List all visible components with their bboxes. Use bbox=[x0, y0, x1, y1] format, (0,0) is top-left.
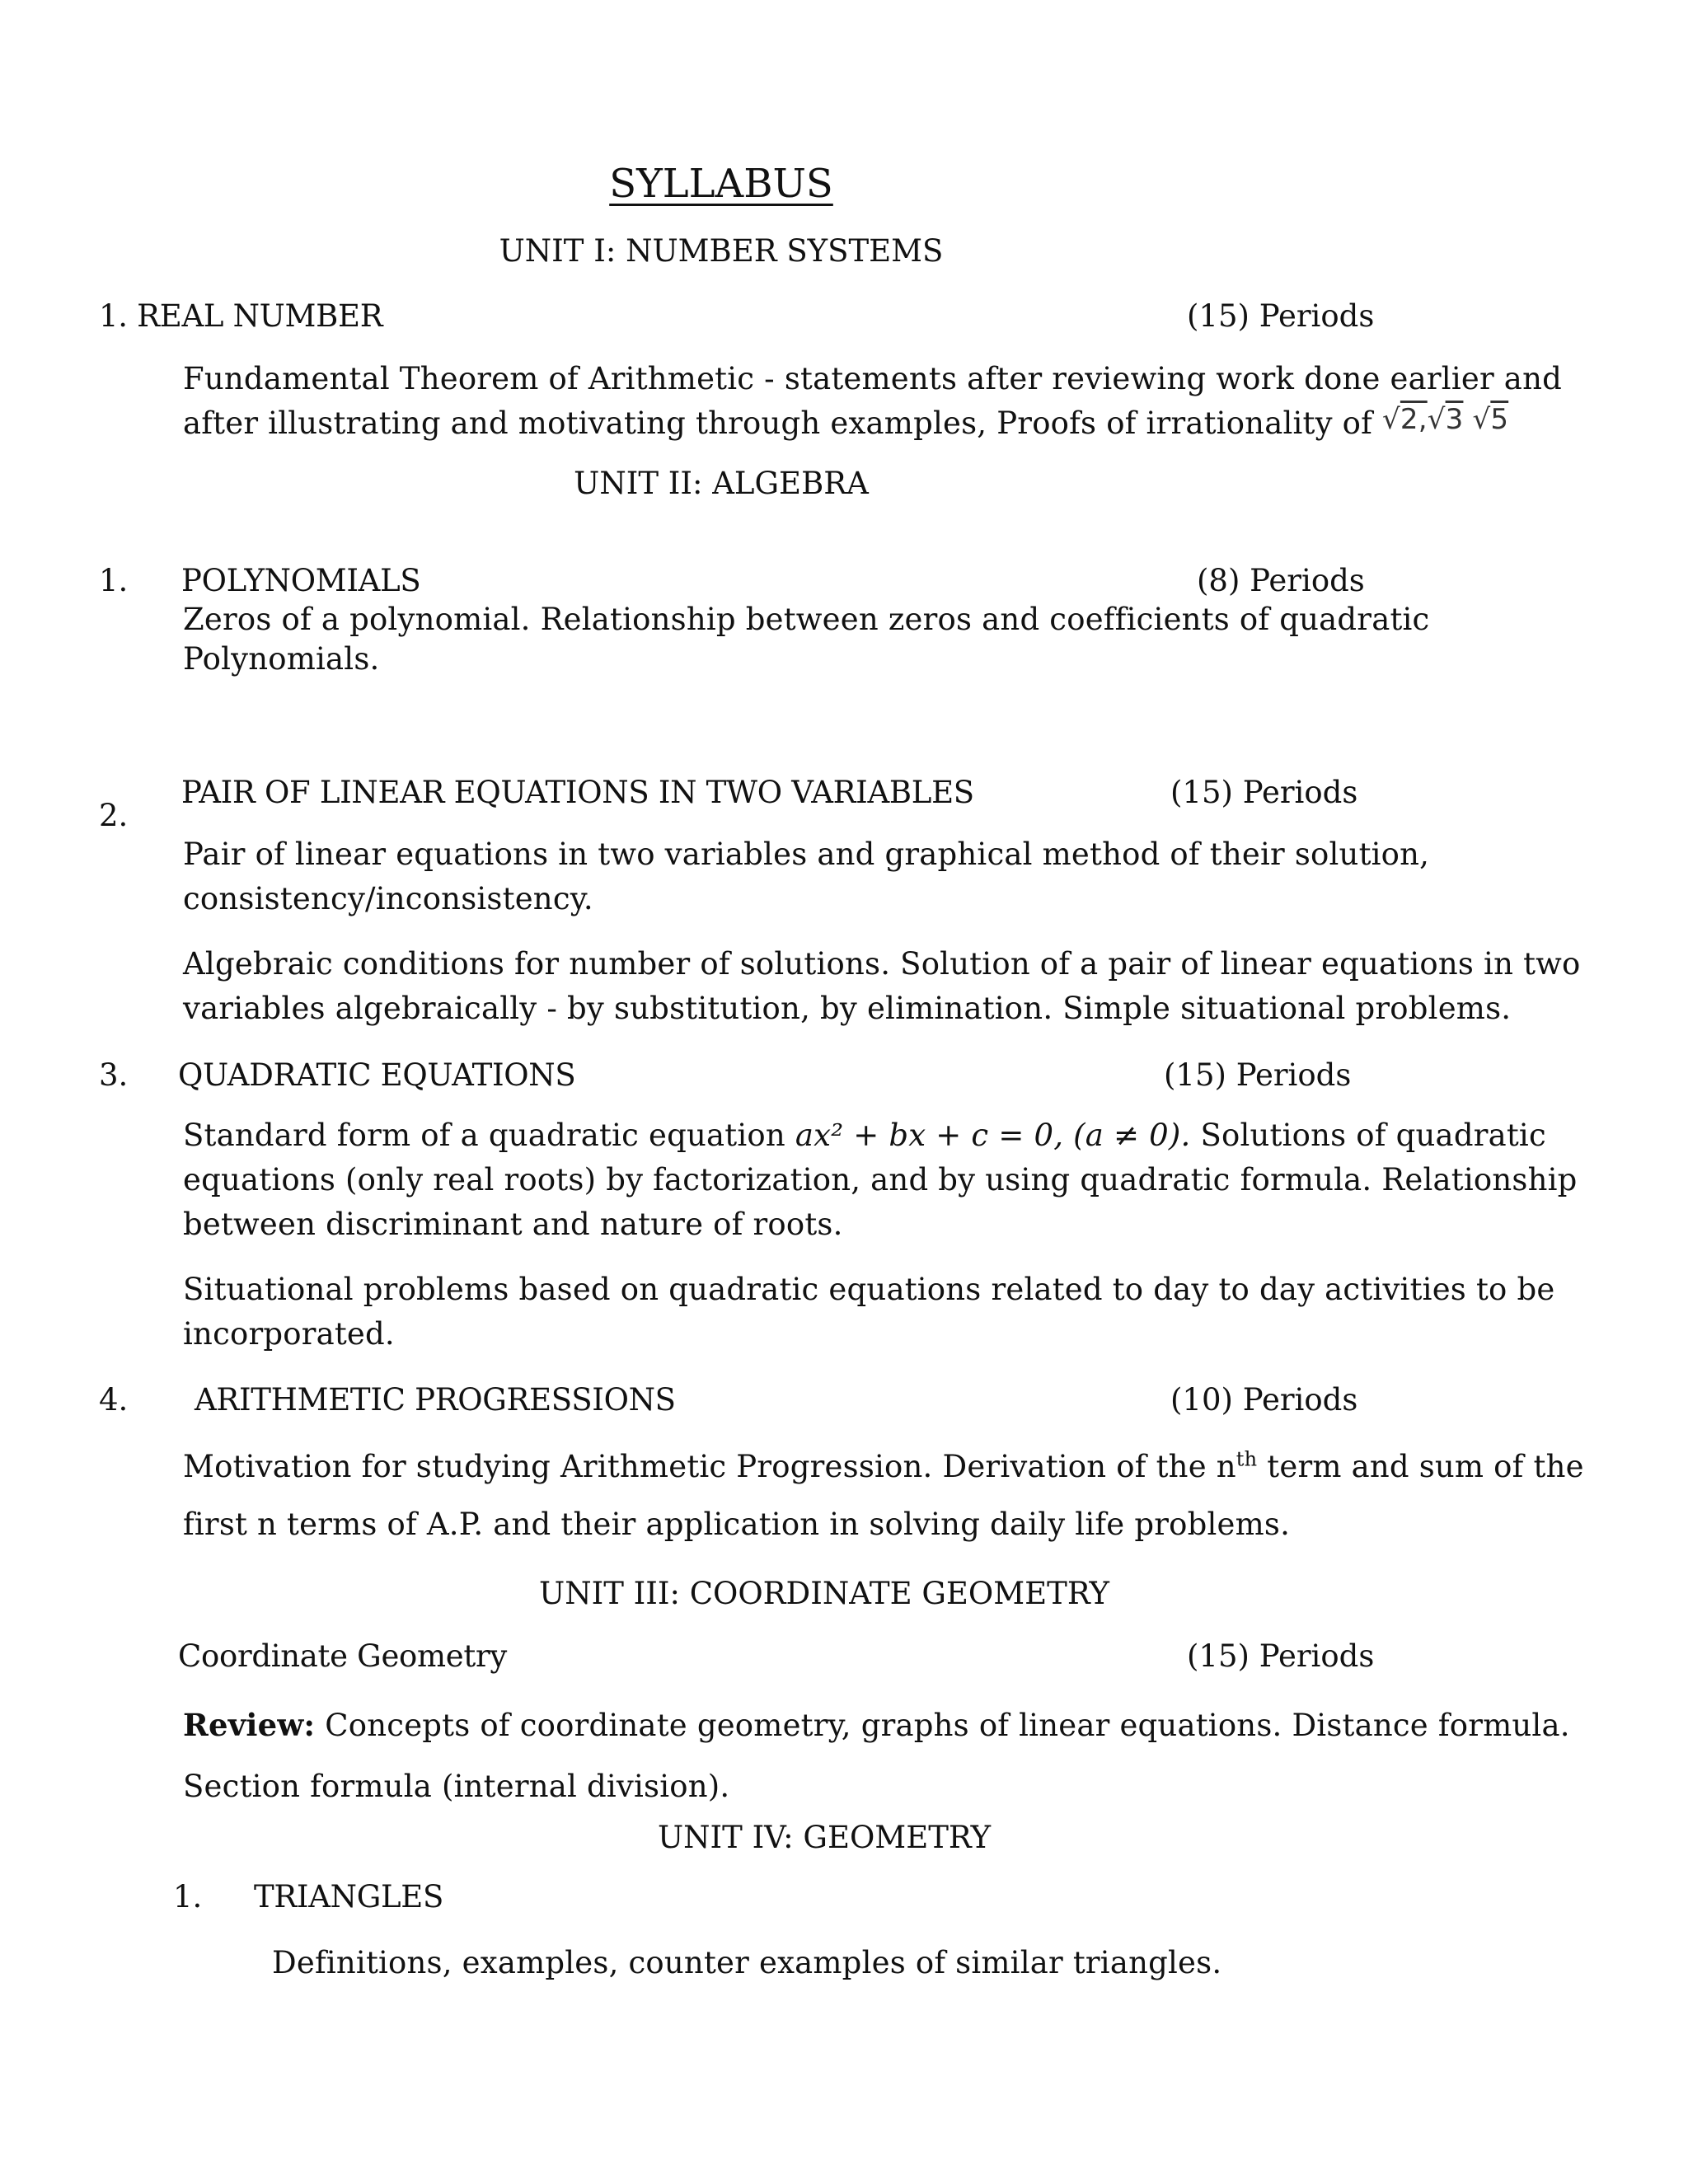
body-line: equations (only real roots) by factorization, and by using quadratic formula. Relationship bbox=[183, 1162, 1578, 1197]
chapter-triangles-body bbox=[272, 1941, 1221, 1985]
body-line: incorporated. bbox=[183, 1316, 395, 1352]
chapter-periods: (10) Periods bbox=[1170, 1382, 1358, 1418]
root-5: 5 bbox=[1490, 403, 1509, 436]
body-line: Standard form of a quadratic equation ax² + bx + c = 0, (a ≠ 0). Solutions of quadratic bbox=[183, 1118, 1546, 1153]
chapter-number: 2. bbox=[99, 798, 129, 833]
chapter-number: 4. bbox=[99, 1382, 129, 1418]
chapter-real-number-body bbox=[183, 357, 1562, 447]
body-line: Algebraic conditions for number of solutions. Solution of a pair of linear equations in two bbox=[183, 946, 1581, 982]
chapter-name: ARITHMETIC PROGRESSIONS bbox=[195, 1382, 676, 1418]
body-line: between discriminant and nature of roots. bbox=[183, 1207, 843, 1242]
chapter-ap-body bbox=[183, 1438, 1584, 1554]
body-line: Review: Concepts of coordinate geometry, graphs of linear equations. Distance formula. bbox=[183, 1707, 1570, 1743]
root-3: 3 bbox=[1445, 403, 1464, 436]
chapter-number: 1. bbox=[99, 563, 129, 598]
unit-4-heading: UNIT IV: GEOMETRY bbox=[657, 1820, 992, 1855]
chapter-quadratic-body-2 bbox=[183, 1268, 1555, 1357]
body-line: first n terms of A.P. and their application in solving daily life problems. bbox=[183, 1507, 1291, 1542]
chapter-periods: (8) Periods bbox=[1197, 563, 1365, 598]
review-label: Review: bbox=[183, 1707, 316, 1743]
chapter-number: 3. bbox=[99, 1057, 129, 1093]
chapter-coordinate-body bbox=[183, 1694, 1570, 1817]
body-line: Polynomials. bbox=[183, 641, 380, 677]
root-2: 2, bbox=[1400, 403, 1428, 436]
body-line: Situational problems based on quadratic equations related to day to day activities to be bbox=[183, 1272, 1555, 1307]
body-line: Section formula (internal division). bbox=[183, 1769, 730, 1804]
body-line: Fundamental Theorem of Arithmetic - statements after reviewing work done earlier and bbox=[183, 361, 1562, 396]
chapter-number: 1. bbox=[99, 298, 128, 334]
body-line: Zeros of a polynomial. Relationship between zeros and coefficients of quadratic bbox=[183, 602, 1430, 637]
chapter-name: TRIANGLES bbox=[254, 1879, 444, 1915]
body-line: Pair of linear equations in two variables and graphical method of their solution, bbox=[183, 837, 1430, 872]
body-line: variables algebraically - by substitution, by elimination. Simple situational problems. bbox=[183, 991, 1512, 1026]
chapter-name: PAIR OF LINEAR EQUATIONS IN TWO VARIABLES bbox=[181, 775, 974, 810]
unit-2-heading: UNIT II: ALGEBRA bbox=[574, 466, 869, 501]
chapter-name: POLYNOMIALS bbox=[181, 563, 421, 598]
page-title: SYLLABUS bbox=[609, 161, 833, 207]
chapter-number: 1. bbox=[173, 1879, 203, 1915]
chapter-real-number-heading bbox=[99, 298, 382, 334]
chapter-name: QUADRATIC EQUATIONS bbox=[178, 1057, 576, 1093]
chapter-periods: (15) Periods bbox=[1187, 1638, 1375, 1674]
body-line: consistency/inconsistency. bbox=[183, 881, 593, 916]
unit-1-heading: UNIT I: NUMBER SYSTEMS bbox=[499, 233, 944, 269]
quadratic-equation: ax² + bx + c = 0, (a ≠ 0). bbox=[795, 1118, 1191, 1153]
unit-3-heading: UNIT III: COORDINATE GEOMETRY bbox=[539, 1576, 1109, 1611]
chapter-periods: (15) Periods bbox=[1164, 1057, 1352, 1093]
body-line: after illustrating and motivating through examples, Proofs of irrationality of √2,√3 √5 bbox=[183, 401, 1444, 447]
chapter-linear-equations-body-2 bbox=[183, 942, 1581, 1031]
chapter-polynomials-body bbox=[183, 600, 1429, 679]
superscript-th: th bbox=[1236, 1447, 1258, 1471]
chapter-quadratic-body bbox=[183, 1113, 1578, 1247]
body-line: Motivation for studying Arithmetic Progression. Derivation of the $n^{th}$ term and sum of the bbox=[183, 1447, 1584, 1484]
chapter-name: Coordinate Geometry bbox=[178, 1638, 507, 1674]
square-roots-formula: √2,√3 √5 bbox=[1382, 403, 1509, 436]
body-line: Definitions, examples, counter examples of similar triangles. bbox=[272, 1945, 1222, 1980]
chapter-name: REAL NUMBER bbox=[137, 298, 383, 334]
chapter-periods: (15) Periods bbox=[1187, 298, 1375, 334]
chapter-periods: (15) Periods bbox=[1170, 775, 1358, 810]
chapter-linear-equations-body bbox=[183, 832, 1429, 921]
